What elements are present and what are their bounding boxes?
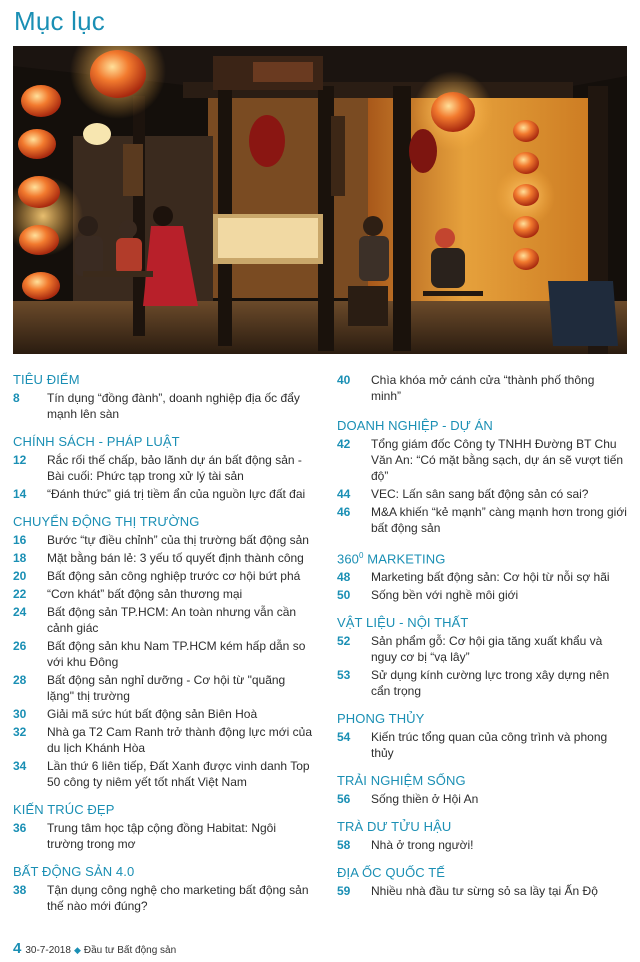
article-title: Nhà ga T2 Cam Ranh trở thành động lực mới của du lịch Khánh Hòa (47, 725, 313, 755)
toc-section (13, 802, 313, 852)
page-number: 30 (13, 707, 27, 721)
article-title: Sử dụng kính cường lực trong xây dựng nên cẩn trọng (371, 668, 610, 699)
page-number: 58 (337, 838, 351, 853)
article-title: Sống bền với nghề môi giới (371, 588, 519, 603)
toc-section (337, 773, 627, 807)
page-number: 36 (13, 821, 27, 835)
toc-entry[interactable] (337, 504, 627, 536)
page-number: 48 (337, 570, 351, 585)
section-title: KIẾN TRÚC ĐẸP (13, 802, 115, 817)
article-title: Sống thiền ở Hội An (371, 792, 479, 807)
toc-entry[interactable] (13, 706, 313, 722)
page-number: 22 (13, 587, 27, 601)
page-number: 40 (337, 373, 351, 387)
toc-entry[interactable] (337, 587, 627, 603)
page-number: 14 (13, 487, 27, 501)
toc-entry[interactable] (13, 604, 313, 636)
toc-entry[interactable] (337, 486, 627, 502)
toc-entry[interactable] (337, 372, 627, 404)
article-title: Nhà ở trong người! (371, 838, 474, 853)
toc-section (337, 418, 627, 536)
article-title: Nhiều nhà đầu tư sừng sỏ sa lầy tại Ấn Độ (371, 884, 598, 899)
toc-section (13, 864, 313, 914)
page-number: 16 (13, 533, 27, 547)
toc-entry[interactable] (13, 390, 313, 422)
page-number: 54 (337, 730, 351, 745)
toc-entry[interactable] (13, 532, 313, 548)
section-title: VẬT LIỆU - NỘI THẤT (337, 615, 469, 631)
toc-entry[interactable] (337, 667, 627, 699)
toc-entry[interactable] (337, 791, 627, 807)
page-number: 42 (337, 437, 351, 451)
toc-entry[interactable] (13, 568, 313, 584)
page-number: 34 (13, 759, 27, 773)
article-title: Bất động sản công nghiệp trước cơ hội bứt phá (47, 569, 301, 583)
article-title: Lần thứ 6 liên tiếp, Đất Xanh được vinh danh Top 50 công ty niêm yết tốt nhất Việt Nam (47, 759, 310, 789)
page-number: 26 (13, 639, 27, 653)
toc-entry[interactable] (337, 883, 627, 899)
toc-entry[interactable] (13, 452, 313, 484)
toc-entry[interactable] (13, 758, 313, 790)
section-title: TIÊU ĐIỂM (13, 372, 80, 387)
page-number: 50 (337, 588, 351, 603)
page-number: 59 (337, 884, 351, 899)
toc-right-column (337, 372, 627, 911)
article-title: Chìa khóa mở cánh cửa “thành phố thông minh” (371, 373, 595, 403)
article-title: Tín dụng “đồng đành”, doanh nghiệp địa ốc đẩy mạnh lên sàn (47, 391, 300, 421)
toc-section (337, 548, 627, 603)
toc-section (13, 434, 313, 502)
page-number: 53 (337, 668, 351, 683)
page-number: 46 (337, 505, 351, 519)
toc-section (337, 711, 627, 761)
section-title-rest: MARKETING (363, 551, 446, 567)
page-number: 28 (13, 673, 27, 687)
section-title: DOANH NGHIỆP - DỰ ÁN (337, 418, 493, 433)
page-number: 12 (13, 453, 27, 467)
footer-page-number: 4 (13, 940, 22, 957)
section-title-superscript: 0 (359, 551, 364, 560)
toc-entry[interactable] (13, 586, 313, 602)
article-title: VEC: Lấn sân sang bất động sản có sai? (371, 487, 589, 501)
toc-entry[interactable] (13, 550, 313, 566)
article-title: Bất động sản TP.HCM: An toàn nhưng vẫn cần cảnh giác (47, 605, 297, 635)
toc-section (337, 865, 627, 899)
footer-magazine-name: Đầu tư Bất động sản (83, 945, 177, 956)
page-number: 24 (13, 605, 27, 619)
section-title: TRẢI NGHIỆM SỐNG (337, 773, 466, 789)
toc-entry[interactable] (13, 672, 313, 704)
section-title: CHÍNH SÁCH - PHÁP LUẬT (13, 434, 180, 449)
page-number: 18 (13, 551, 27, 565)
footer-date: 30-7-2018 (25, 945, 71, 956)
toc-entry[interactable] (13, 882, 313, 914)
article-title: Bước “tự điều chỉnh” của thị trường bất động sản (47, 533, 309, 547)
section-title: TRÀ DƯ TỬU HẬU (337, 819, 452, 835)
section-title (337, 548, 627, 567)
article-title: Giải mã sức hút bất động sản Biên Hoà (47, 707, 258, 721)
page-number: 44 (337, 487, 351, 501)
article-title: Rắc rối thế chấp, bảo lãnh dự án bất động sản - Bài cuối: Phức tạp trong xử lý tài sản (47, 453, 302, 483)
article-title: Tận dụng công nghệ cho marketing bất động sản thế nào mới đúng? (47, 883, 309, 913)
article-title: Marketing bất động sản: Cơ hội từ nỗi sợ hãi (371, 570, 610, 585)
page-number: 20 (13, 569, 27, 583)
article-title: M&A khiến “kẻ mạnh” càng mạnh hơn trong giới bất động sản (371, 505, 627, 535)
diamond-icon: ◆ (73, 945, 81, 955)
toc-entry[interactable] (13, 486, 313, 502)
toc-entry[interactable] (337, 633, 627, 665)
toc-entry[interactable] (13, 820, 313, 852)
section-title: BẤT ĐỘNG SẢN 4.0 (13, 864, 135, 879)
toc-entry[interactable] (13, 724, 313, 756)
toc-section (337, 615, 627, 699)
article-title: “Cơn khát” bất động sản thương mại (47, 587, 243, 601)
article-title: Trung tâm học tập cộng đồng Habitat: Ngôi trường trong mơ (47, 821, 277, 851)
section-title: PHONG THỦY (337, 711, 425, 727)
toc-entry[interactable] (337, 436, 627, 484)
article-title: Kiến trúc tổng quan của công trình và phong thủy (371, 730, 608, 761)
article-title: Mặt bằng bán lẻ: 3 yếu tố quyết định thành công (47, 551, 304, 565)
section-title: CHUYỂN ĐỘNG THỊ TRƯỜNG (13, 514, 200, 529)
toc-section (337, 819, 627, 853)
section-title-main: 360 (337, 551, 359, 567)
article-title: “Đánh thức” giá trị tiềm ẩn của nguồn lực đất đai (47, 487, 306, 501)
toc-section-continued (337, 372, 627, 404)
page-footer (13, 940, 176, 957)
page-number: 56 (337, 792, 351, 807)
page-number: 32 (13, 725, 27, 739)
hoi-an-night-photo (13, 46, 627, 354)
page-number: 8 (13, 391, 20, 405)
page-title: Mục lục (14, 6, 105, 36)
article-title: Tổng giám đốc Công ty TNHH Đường BT Chu Văn An: “Có mặt bằng sạch, dự án sẽ vượt tiến độ” (371, 437, 624, 483)
toc-entry[interactable] (13, 638, 313, 670)
article-title: Bất động sản khu Nam TP.HCM kém hấp dẫn so với khu Đông (47, 639, 306, 669)
section-title: ĐỊA ỐC QUỐC TẾ (337, 865, 446, 881)
article-title: Sản phẩm gỗ: Cơ hội gia tăng xuất khẩu và nguy cơ bị “vạ lây” (371, 634, 603, 665)
toc-entry[interactable] (337, 729, 627, 761)
toc-left-column (13, 372, 313, 926)
toc-section (13, 514, 313, 790)
toc-entry[interactable] (337, 569, 627, 585)
page-number: 52 (337, 634, 351, 649)
toc-entry[interactable] (337, 837, 627, 853)
article-title: Bất động sản nghỉ dưỡng - Cơ hội từ "quãng lặng" thị trường (47, 673, 286, 703)
toc-section (13, 372, 313, 422)
page-number: 38 (13, 883, 27, 897)
